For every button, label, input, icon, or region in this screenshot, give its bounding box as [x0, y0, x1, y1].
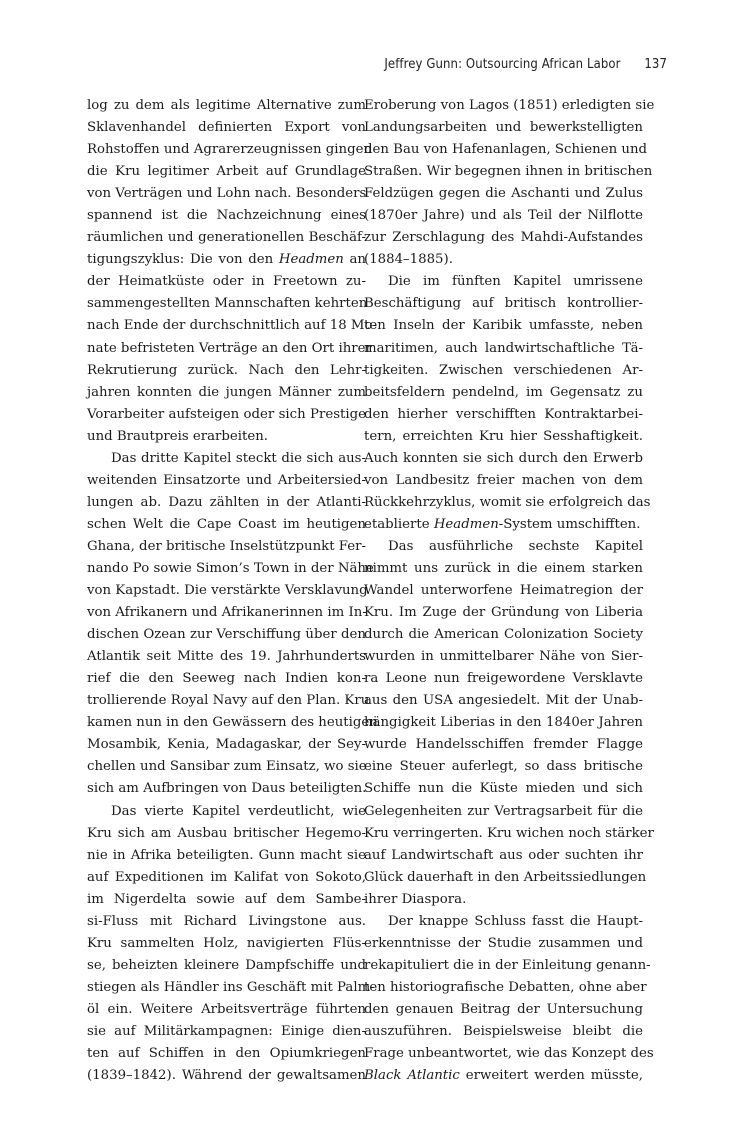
text-line: sich am Aufbringen von Daus beteiligten.: [87, 781, 367, 797]
text-line: von Verträgen und Lohn nach. Besonders: [87, 186, 367, 202]
running-title: Jeffrey Gunn: Outsourcing African Labor: [384, 57, 621, 72]
text-line: den genauen Beitrag der Untersuchung: [364, 1001, 643, 1017]
text-line: se, beheizten kleinere Dampfschiffe und: [87, 957, 366, 973]
text-line: ten historiografische Debatten, ohne aber: [364, 979, 647, 995]
text-line: stiegen als Händler ins Geschäft mit Palm-: [87, 979, 375, 995]
text-line: von Landbesitz freier machen von dem: [364, 472, 643, 488]
text-line: Mosambik, Kenia, Madagaskar, der Sey-: [87, 737, 366, 753]
text-line: nach Ende der durchschnittlich auf 18 Mo-: [87, 318, 377, 334]
text-line: Vorarbeiter aufsteigen oder sich Prestige: [87, 406, 366, 422]
text-line: und Brautpreis erarbeiten.: [87, 428, 269, 444]
text-line: weitenden Einsatzorte und Arbeitersied-: [87, 472, 366, 488]
text-line: Schiffe nun die Küste mieden und sich: [364, 781, 643, 797]
text-line: Kru verringerten. Kru wichen noch stärker: [364, 825, 654, 841]
text-line: Atlantik seit Mitte des 19. Jahrhunderts: [87, 649, 366, 665]
page-number: 137: [644, 57, 667, 72]
text-line: (1839–1842). Während der gewaltsamen: [87, 1068, 366, 1084]
text-line: Rohstoffen und Agrarerzeugnissen gingen: [87, 142, 373, 158]
text-line: tern, erreichten Kru hier Sesshaftigkeit.: [364, 428, 643, 444]
text-line: wurden in unmittelbarer Nähe von Sier-: [364, 649, 643, 665]
text-line: Sklavenhandel definierten Export von: [87, 120, 366, 136]
text-line: Kru sammelten Holz, navigierten Flüs-: [87, 935, 366, 951]
text-line: etablierte Headmen-System umschifften.: [364, 516, 641, 532]
text-line: rekapituliert die in der Einleitung genann-: [364, 957, 651, 973]
text-line: der Heimatküste oder in Freetown zu-: [87, 274, 366, 290]
text-line: wurde Handelsschiffen fremder Flagge: [364, 737, 643, 753]
text-line: maritimen, auch landwirtschaftliche Tä-: [364, 340, 643, 356]
text-line: Beschäftigung auf britisch kontrollier-: [364, 296, 643, 312]
text-line: Kru sich am Ausbau britischer Hegemo-: [87, 825, 366, 841]
text-line: Wandel unterworfene Heimatregion der: [364, 583, 643, 599]
text-line: Das dritte Kapitel steckt die sich aus-: [111, 450, 366, 466]
text-line: kamen nun in den Gewässern des heutigen: [87, 715, 378, 731]
text-line: beitsfeldern pendelnd, im Gegensatz zu: [364, 384, 643, 400]
running-head: [384, 57, 667, 72]
text-line: nie in Afrika beteiligten. Gunn macht sie: [87, 847, 366, 863]
text-line: den Bau von Hafenanlagen, Schienen und: [364, 142, 648, 158]
text-line: nimmt uns zurück in die einem starken: [364, 560, 643, 576]
text-line: nando Po sowie Simon’s Town in der Nähe: [87, 560, 374, 576]
text-line: Kru. Im Zuge der Gründung von Liberia: [364, 605, 643, 621]
text-line: Landungsarbeiten und bewerkstelligten: [364, 120, 643, 136]
text-line: Ghana, der britische Inselstützpunkt Fer-: [87, 538, 366, 554]
text-line: im Nigerdelta sowie auf dem Sambe-: [87, 891, 366, 907]
text-line: aus den USA angesiedelt. Mit der Unab-: [364, 693, 643, 709]
text-line: tigkeiten. Zwischen verschiedenen Ar-: [364, 362, 643, 378]
text-line: Eroberung von Lagos (1851) erledigten sie: [364, 98, 655, 113]
text-line: Feldzügen gegen die Aschanti und Zulus: [364, 186, 643, 202]
text-line: ra Leone nun freigewordene Versklavte: [364, 671, 643, 687]
text-line: Die im fünften Kapitel umrissene: [388, 274, 643, 290]
text-line: nate befristeten Verträge an den Ort ihrer: [87, 340, 372, 356]
text-line: ten auf Schiffen in den Opiumkriegen: [87, 1046, 366, 1062]
text-line: Auch konnten sie sich durch den Erwerb: [364, 450, 643, 466]
text-line: auf Expeditionen im Kalifat von Sokoto,: [87, 869, 366, 885]
text-line: öl ein. Weitere Arbeitsverträge führten: [87, 1001, 366, 1017]
text-line: Rekrutierung zurück. Nach den Lehr-: [87, 362, 366, 378]
text-line: eine Steuer auferlegt, so dass britische: [364, 759, 643, 775]
text-line: hängigkeit Liberias in den 1840er Jahren: [364, 715, 643, 731]
text-line: durch die American Colonization Society: [364, 627, 643, 643]
text-line: lungen ab. Dazu zählten in der Atlanti-: [87, 494, 366, 510]
text-line: spannend ist die Nachzeichnung eines: [87, 208, 366, 224]
text-line: zur Zerschlagung des Mahdi-Aufstandes: [364, 230, 643, 246]
text-line: von Afrikanern und Afrikanerinnen im In-: [87, 605, 367, 621]
text-line: ten Inseln der Karibik umfasste, neben: [364, 318, 643, 334]
text-line: si-Fluss mit Richard Livingstone aus.: [87, 913, 366, 929]
text-line: die Kru legitimer Arbeit auf Grundlage: [87, 164, 366, 180]
text-line: Straßen. Wir begegnen ihnen in britischen: [364, 164, 653, 180]
right-column: [364, 95, 655, 1087]
text-line: sie auf Militärkampagnen: Einige dien-: [87, 1023, 366, 1039]
text-line: ihrer Diaspora.: [364, 891, 467, 907]
text-line: jahren konnten die jungen Männer zum: [87, 384, 366, 400]
text-line: von Kapstadt. Die verstärkte Versklavung: [87, 583, 368, 599]
text-line: dischen Ozean zur Verschiffung über den: [87, 627, 366, 643]
text-line: Rückkehrzyklus, womit sie erfolgreich das: [364, 494, 651, 510]
text-line: (1884–1885).: [364, 252, 453, 268]
text-line: Glück dauerhaft in den Arbeitssiedlungen: [364, 869, 647, 885]
text-line: Der knappe Schluss fasst die Haupt-: [388, 913, 643, 929]
text-line: (1870er Jahre) und als Teil der Nilflotte: [364, 208, 643, 224]
text-line: log zu dem als legitime Alternative zum: [87, 98, 366, 113]
text-line: auszuführen. Beispielsweise bleibt die: [364, 1023, 643, 1039]
text-line: tigungszyklus: Die von den Headmen an: [87, 252, 366, 268]
text-line: Gelegenheiten zur Vertragsarbeit für die: [364, 803, 643, 819]
text-line: räumlichen und generationellen Beschäf-: [87, 230, 366, 246]
text-line: Frage unbeantwortet, wie das Konzept des: [364, 1046, 654, 1062]
text-line: chellen und Sansibar zum Einsatz, wo sie: [87, 759, 367, 775]
text-line: trollierende Royal Navy auf den Plan. Kru: [87, 693, 370, 709]
text-line: sammengestellten Mannschaften kehrten: [87, 296, 368, 312]
text-line: Black Atlantic erweitert werden müsste,: [364, 1068, 643, 1084]
text-line: erkenntnisse der Studie zusammen und: [364, 935, 643, 951]
left-column: [87, 95, 378, 1087]
text-line: auf Landwirtschaft aus oder suchten ihr: [364, 847, 643, 863]
text-line: schen Welt die Cape Coast im heutigen: [87, 516, 366, 532]
text-line: den hierher verschifften Kontraktarbei-: [364, 406, 643, 422]
text-line: rief die den Seeweg nach Indien kon-: [87, 671, 366, 687]
text-line: Das ausführliche sechste Kapitel: [388, 538, 643, 554]
text-line: Das vierte Kapitel verdeutlicht, wie: [111, 803, 366, 819]
